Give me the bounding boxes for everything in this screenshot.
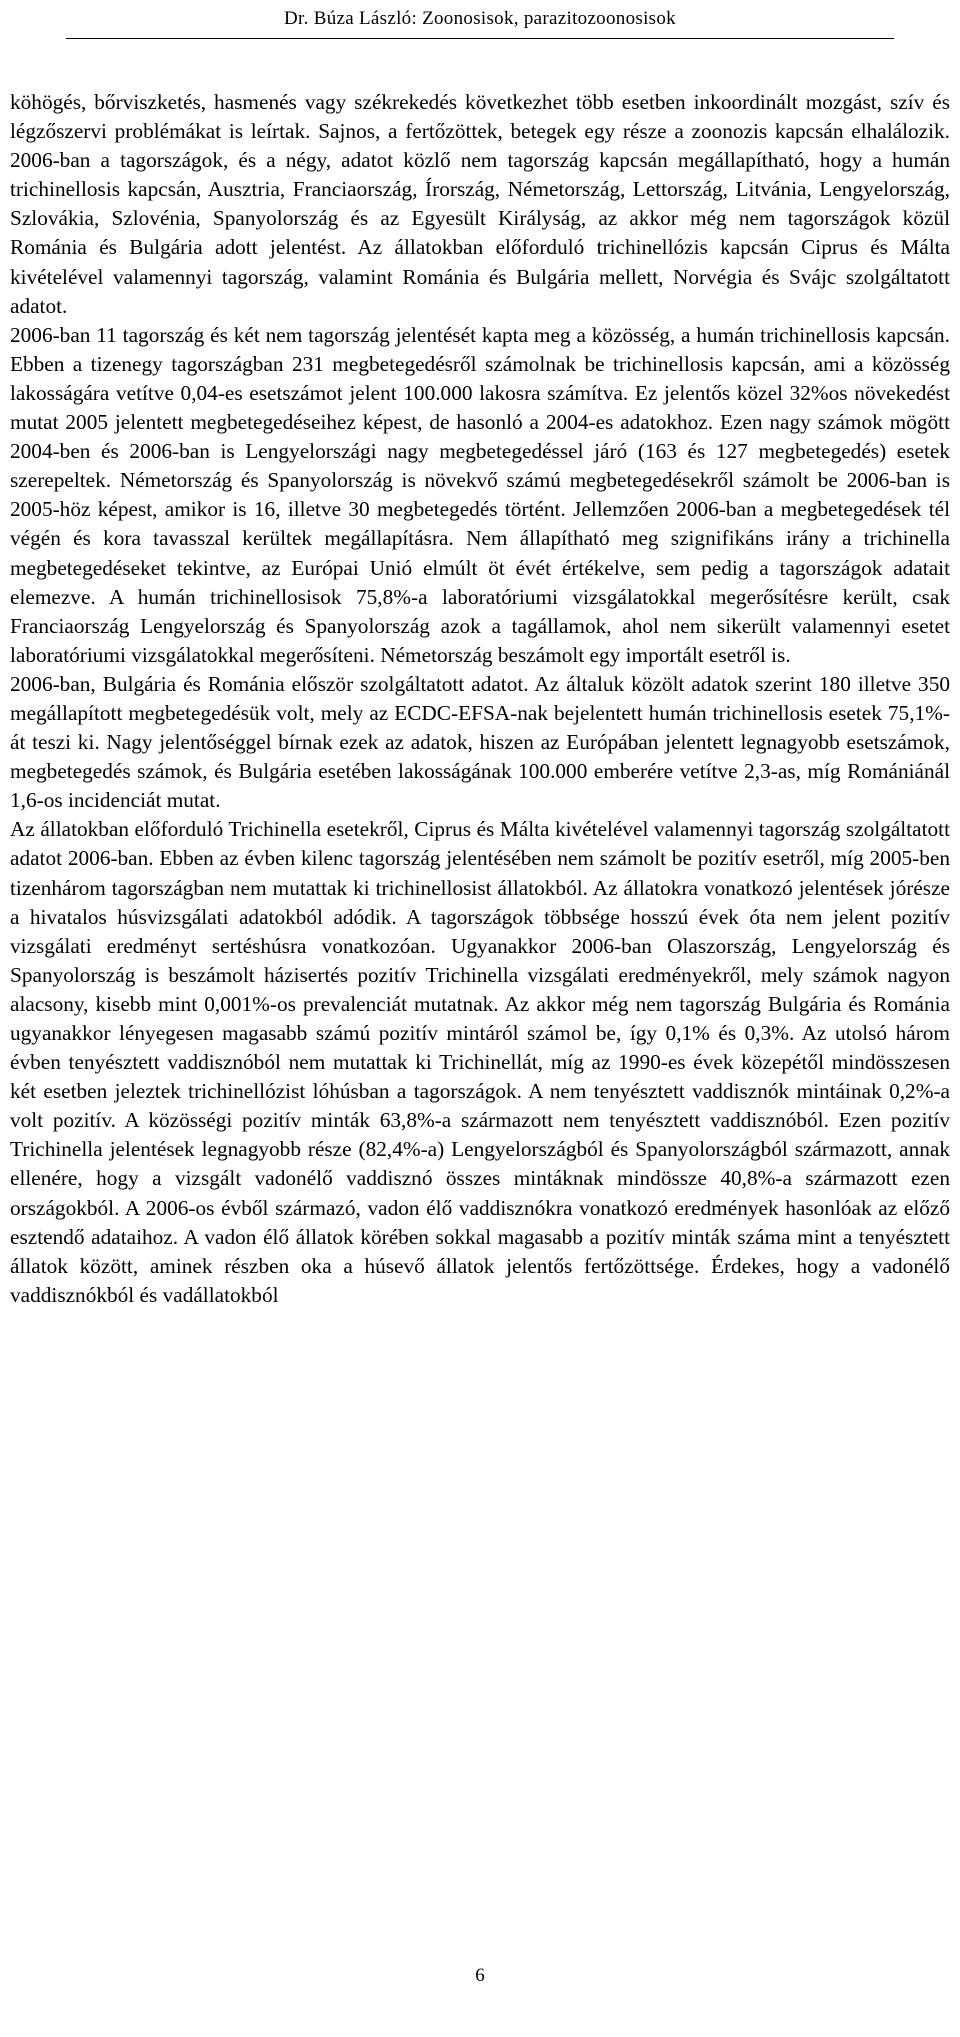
header-rule xyxy=(66,38,894,39)
running-header: Dr. Búza László: Zoonosisok, parazitozoonosisok xyxy=(284,8,676,29)
paragraph: Az állatokban előforduló Trichinella esetekről, Ciprus és Málta kivételével valamennyi tagország szolgáltatott adatot 2006-ban. Ebben az évben kilenc tagország jelentésében nem számolt be pozitív esetről, míg 2005-ben tizenhárom tagországban nem mutattak ki trichinellosist állatokból. Az állatokra vonatkozó jelentések jórésze a hivatalos húsvizsgálati adatokból adódik. A tagországok többsége hosszú évek óta nem jelent pozitív vizsgálati eredményt sertéshúsra vonatkozóan. Ugyanakkor 2006-ban Olaszország, Lengyelország és Spanyolország is beszámolt házisertés pozitív Trichinella vizsgálati eredményekről, mely számok nagyon alacsony, kisebb mint 0,001%-os prevalenciát mutatnak. Az akkor még nem tagország Bulgária és Románia ugyanakkor lényegesen magasabb számú pozitív mintáról számol be, így 0,1% és 0,3%. Az utolsó három évben tenyésztett vaddisznóból nem mutattak ki Trichinellát, míg az 1990-es évek közepétől mindösszesen két esetben jeleztek trichinellózist lóhúsban a tagországok. A nem tenyésztett vaddisznók mintáinak 0,2%-a volt pozitív. A közösségi pozitív minták 63,8%-a származott nem tenyésztett vaddisznóból. Ezen pozitív Trichinella jelentések legnagyobb része (82,4%-a) Lengyelországból és Spanyolországból származott, annak ellenére, hogy a vizsgált vadonélő vaddisznó összes mintáknak mindössze 40,8%-a származott ezen országokból. A 2006-os évből származó, vadon élő vaddisznókra vonatkozó eredmények hasonlóak az előző esztendő adataihoz. A vadon élő állatok körében sokkal magasabb a pozitív minták száma mint a tenyésztett állatok között, aminek részben oka a húsevő állatok jelentős fertőzöttsége. Érdekes, hogy a vadonélő vaddisznókból és vadállatokból xyxy=(10,817,950,1307)
body-text xyxy=(10,88,950,1310)
page-number: 6 xyxy=(475,1965,485,1986)
paragraph: 2006-ban, Bulgária és Románia először szolgáltatott adatot. Az általuk közölt adatok szerint 180 illetve 350 megállapított megbetegedésük volt, mely az ECDC-EFSA-nak bejelentett humán trichinellosis esetek 75,1%-át teszi ki. Nagy jelentőséggel bírnak ezek az adatok, hiszen az Európában jelentett legnagyobb esetszámok, megbetegedés számok, és Bulgária esetében lakosságának 100.000 emberére vetítve 2,3-as, míg Romániánál 1,6-os incidenciát mutat. xyxy=(10,671,950,813)
paragraph: köhögés, bőrviszketés, hasmenés vagy székrekedés következhet több esetben inkoordinált mozgást, szív és légzőszervi problémákat is leírtak. Sajnos, a fertőzöttek, betegek egy része a zoonozis kapcsán elhalálozik. 2006-ban a tagországok, és a négy, adatot közlő nem tagország kapcsán megállapítható, hogy a humán trichinellosis kapcsán, Ausztria, Franciaország, Írország, Németország, Lettország, Litvánia, Lengyelország, Szlovákia, Szlovénia, Spanyolország és az Egyesült Királyság, az akkor még nem tagországok közül Románia és Bulgária adott jelentést. Az állatokban előforduló trichinellózis kapcsán Ciprus és Málta kivételével valamennyi tagország, valamint Románia és Bulgária mellett, Norvégia és Svájc szolgáltatott adatot. xyxy=(10,90,950,318)
paragraph: 2006-ban 11 tagország és két nem tagország jelentését kapta meg a közösség, a humán trichinellosis kapcsán. Ebben a tizenegy tagországban 231 megbetegedésről számolnak be trichinellosis kapcsán, ami a közösség lakosságára vetítve 0,04-es esetszámot jelent 100.000 lakosra számítva. Ez jelentős közel 32%os növekedést mutat 2005 jelentett megbetegedéseihez képest, de hasonló a 2004-es adatokhoz. Ezen nagy számok mögött 2004-ben és 2006-ban is Lengyelországi nagy megbetegedéssel járó (163 és 127 megbetegedés) esetek szerepeltek. Németország és Spanyolország is növekvő számú megbetegedésekről számolt be 2006-ban is 2005-höz képest, amikor is 16, illetve 30 megbetegedés történt. Jellemzően 2006-ban a megbetegedések tél végén és kora tavasszal kerültek megállapításra. Nem állapítható meg szignifikáns irány a trichinella megbetegedéseket tekintve, az Európai Unió elmúlt öt évét értékelve, sem pedig a tagországok adatait elemezve. A humán trichinellosisok 75,8%-a laboratóriumi vizsgálatokkal megerősítésre került, csak Franciaország Lengyelország és Spanyolország azok a tagállamok, ahol nem sikerült valamennyi esetet laboratóriumi vizsgálatokkal megerősíteni. Németország beszámolt egy importált esetről is. xyxy=(10,322,950,667)
